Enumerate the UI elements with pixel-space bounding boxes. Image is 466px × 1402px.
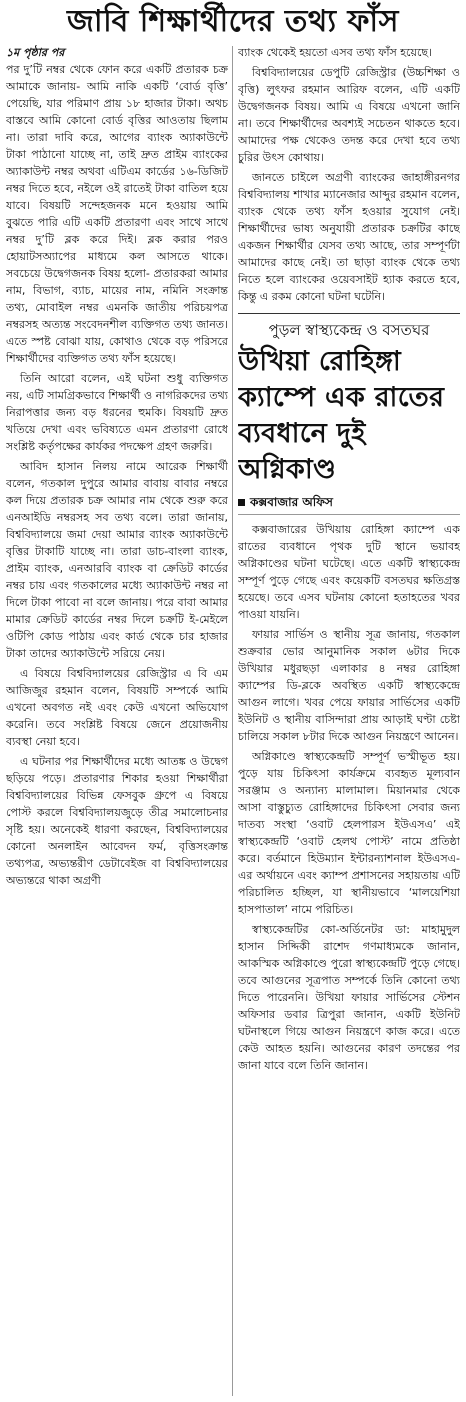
story2-byline [238,492,460,515]
story2-kicker: পুড়ল স্বাস্থ্যকেন্দ্র ও বসতঘর [268,321,430,339]
left-column [6,44,228,1402]
story1-paragraph: এ ঘটনার পর শিক্ষার্থীদের মধ্যে আতঙ্ক ও উদ্বেগ ছড়িয়ে পড়ে। প্রতারণার শিকার হওয়া শিক্ষার্থীরা বিশ্ববিদ্যালয়ের বিভিন্ন ফেসবুক গ্রুপে এ বিষয়ে পোস্ট করলে বিশ্ববিদ্যালয়জুড়ে তীব্র সমালোচনার সৃষ্টি হয়। অনেকেই ধারণা করছেন, বিশ্ববিদ্যালয়ের কোনো অনলাইন আবেদন ফর্ম, বৃত্তিসংক্রান্ত তথ্যপত্র, অভ্যন্তরীণ ডেটাবেইজ বা বিশ্ববিদ্যালয়ের অভ্যন্তরে থাকা অগ্রণী [6,755,228,887]
story2-paragraph: কক্সবাজারের উখিয়ায় রোহিঙ্গা ক্যাম্পে এক রাতের ব্যবধানে পৃথক দুটি স্থানে ভয়াবহ অগ্নিকাণ্ডের ঘটনা ঘটেছে। এতে একটি স্বাস্থ্যকেন্দ্র সম্পূর্ণ পুড়ে গেছে এবং কয়েকটি বসতঘর ক্ষতিগ্রস্ত হয়েছে। তবে এসব ঘটনায় কোনো হতাহতের খবর পাওয়া যায়নি। [238,523,460,621]
column-divider [232,46,233,1396]
story1-paragraph: ব্যাংক থেকেই হয়তো এসব তথ্য ফাঁস হয়েছে। [238,46,432,59]
story1-paragraph: তিনি আরো বলেন, এই ঘটনা শুধু ব্যক্তিগত নয়, এটি সামগ্রিকভাবে শিক্ষার্থী ও নাগরিকদের তথ্য নিরাপত্তার জন্য বড় ধরনের হুমকি। বিষয়টি দ্রুত খতিয়ে দেখা এবং ভবিষ্যতে এমন প্রতারণা রোধে সংশ্লিষ্ট কর্তৃপক্ষের কার্যকর পদক্ষেপ গ্রহণ জরুরি। [6,372,228,453]
byline-bullet-icon [238,499,245,506]
story2-paragraph: অগ্নিকাণ্ডে স্বাস্থ্যকেন্দ্রটি সম্পূর্ণ ভস্মীভূত হয়। পুড়ে যায় চিকিৎসা কার্যক্রমে ব্যবহৃত মূল্যবান সরঞ্জাম ও অন্যান্য মালামাল। মিয়ানমার থেকে আসা বাস্তুচ্যুত রোহিঙ্গাদের চিকিৎসা সেবার জন্য দাতব্য সংস্থা ‘ওবাট হেলপারস ইউএসএ’ এই স্বাস্থ্যকেন্দ্রটি ‘ওবাট হেলথ পোস্ট’ নামে প্রতিষ্ঠা করে। বর্তমানে হিউম্যান ইন্টারন্যাশনাল ইউএসএ-এর অর্থায়নে এবং ক্যাম্প প্রশাসনের সহায়তায় এটি পরিচালিত হচ্ছিল, যা স্থানীয়ভাবে ‘মালয়েশিয়া হাসপাতাল’ নামে পরিচিত। [238,750,460,916]
story1-paragraph: আবিদ হাসান নিলয় নামে আরেক শিক্ষার্থী বলেন, গতকাল দুপুরে আমার বাবায় বাবার নম্বরে কল দিয়ে প্রতারক চক্র আমার নাম থেকে শুরু করে এনআইডি নম্বরসহ সব তথ্য বলে। তারা জানায়, বিশ্ববিদ্যালয়ে জমা দেয়া আমার ব্যাংক অ্যাকাউন্টে বৃত্তির টাকাটি যাচ্ছে না। তারা ডাচ-বাংলা ব্যাংক, প্রাইম ব্যাংক, এনআরবি ব্যাংক বা ক্রেডিট কার্ডের নম্বর চায় এবং গতকালের মধ্যে অ্যাকাউন্ট নম্বর না দিলে টাকা পাবো না বলে জানায়। পরে বাবা আমার মামার ক্রেডিট কার্ডের নম্বর দিলে চক্রটি ই-মেইলে ওটিপি কোড পাঠায় এবং কার্ড থেকে চার হাজার টাকা তাদের অ্যাকাউন্টে সরিয়ে নেয়। [6,460,228,660]
story1-paragraph-text: পর দু’টি নম্বর থেকে ফোন করে একটি প্রতারক চক্র আমাকে জানায়- আমি নাকি একটি ‘বোর্ড বৃত্তি’ পেয়েছি, যার পরিমাণ প্রায় ১৮ হাজার টাকা। অথচ বাস্তবে আমি কোনো বোর্ড বৃত্তির আওতায় ছিলাম না। তারা দাবি করে, আগের ব্যাংক অ্যাকাউন্টে টাকা পাঠানো যাচ্ছে না, তাই দ্রুত প্রাইম ব্যাংকের অ্যাকাউন্ট নম্বর অথবা এটিএম কার্ডের ১৬-ডিজিট নম্বর দিতে হবে, নইলে ওই রাতেই টাকা বাতিল হয়ে যাবে। বিষয়টি সন্দেহজনক মনে হওয়ায় আমি বুঝতে পারি এটি একটি প্রতারণা এবং সাথে সাথে নম্বর দু’টি ব্লক করে দিই। ব্লক করার পরও হোয়াটসঅ্যাপের মাধ্যমে কল আসতে থাকে। সবচেয়ে উদ্বেগজনক বিষয় হলো- প্রতারকরা আমার নাম, বিভাগ, ব্যাচ, মায়ের নাম, নমিনি সংক্রান্ত তথ্য, মোবাইল নম্বর এমনকি জাতীয় পরিচয়পত্র নম্বরসহ অত্যন্ত সংবেদনশীল ব্যক্তিগত তথ্য জানত। এতে স্পষ্ট বোঝা যায়, কোথাও থেকে বড় পরিসরে শিক্ষার্থীদের ব্যক্তিগত তথ্য ফাঁস হয়েছে। [6,63,228,365]
story2-header [238,313,460,515]
page-continuation-label: ১ম পৃষ্ঠার পর [6,46,65,59]
story2-paragraph: স্বাস্থ্যকেন্দ্রটির কো-অর্ডিনেটর ডা: মাহামুদুল হাসান সিদ্দিকী রাশেদ গণমাধ্যমকে জানান, আকস্মিক অগ্নিকাণ্ডে পুরো স্বাস্থ্যকেন্দ্রটি পুড়ে গেছে। তবে আগুনের সূত্রপাত সম্পর্কে তিনি কোনো তথ্য দিতে পারেননি। উখিয়া ফায়ার সার্ভিসের স্টেশন অফিসার ডবার ত্রিপুরা জানান, একটি ইউনিট ঘটনাস্থলে গিয়ে আগুন নিয়ন্ত্রণে কাজ করে। এতে কেউ আহত হয়নি। আগুনের কারণ তদন্তের পর জানা যাবে বলে তিনি জানান। [238,923,460,1072]
story1-paragraph: জানতে চাইলে অগ্রণী ব্যাংকের জাহাঙ্গীরনগর বিশ্ববিদ্যালয় শাখার ম্যানেজার আব্দুর রহমান বলেন, ব্যাংক থেকে তথ্য ফাঁস হওয়ার সুযোগ নেই। শিক্ষার্থীদের ভাষ্য অনুযায়ী প্রতারক চক্রটির কাছে একজন শিক্ষার্থীর যেসব তথ্য আছে, তার সম্পূর্ণটা আমাদের কাছে নেই। তা ছাড়া ব্যাংক থেকে তথ্য নিতে হলে ব্যাংকের ওয়েবসাইট হ্যাক করতে হবে, কিন্তু এ রকম কোনো ঘটনা ঘটেনি। [238,171,460,303]
story1-paragraph: বিশ্ববিদ্যালয়ের ডেপুটি রেজিস্ট্রার (উচ্চশিক্ষা ও বৃত্তি) লুৎফর রহমান আরিফ বলেন, এটি একটি উদ্বেগজনক বিষয়। আমি এ বিষয়ে এখনো জানি না। তবে শিক্ষার্থীদের অবশ্যই সচেতন থাকতে হবে। আমাদের পক্ষ থেকেও তদন্ত করে দেখা হবে তথ্য চুরির উৎস কোথায়। [238,66,460,164]
main-headline: জাবি শিক্ষার্থীদের তথ্য ফাঁস [67,4,399,39]
story2-headline: উখিয়া রোহিঙ্গা ক্যাম্পে এক রাতের ব্যবধানে দুই অগ্নিকাণ্ড [238,346,445,485]
story1-first-paragraph [6,44,228,367]
right-column [238,44,460,1402]
story2-paragraph: ফায়ার সার্ভিস ও স্থানীয় সূত্র জানায়, গতকাল শুক্রবার ভোর আনুমানিক সকাল ৬টার দিকে উখিয়ার মধুরছড়া এলাকার ৪ নম্বর রোহিঙ্গা ক্যাম্পের ডি-ব্লকে অবস্থিত একটি স্বাস্থ্যকেন্দ্রে আগুন লাগে। খবর পেয়ে ফায়ার সার্ভিসের একটি ইউনিট ও স্থানীয় বাসিন্দারা প্রায় আড়াই ঘণ্টা চেষ্টা চালিয়ে সকাল ৮টার দিকে আগুন নিয়ন্ত্রণে আনেন। [238,628,460,743]
story1-paragraph: এ বিষয়ে বিশ্ববিদ্যালয়ের রেজিস্ট্রার এ বি এম আজিজুর রহমান বলেন, বিষয়টি সম্পর্কে আমি এখনো অবগত নই এবং কেউ এখনো অভিযোগ করেনি। তবে সংশ্লিষ্ট বিষয়ে জেনে প্রয়োজনীয় ব্যবস্থা নেয়া হবে। [6,667,228,748]
byline-text: কক্সবাজার অফিস [250,495,333,509]
